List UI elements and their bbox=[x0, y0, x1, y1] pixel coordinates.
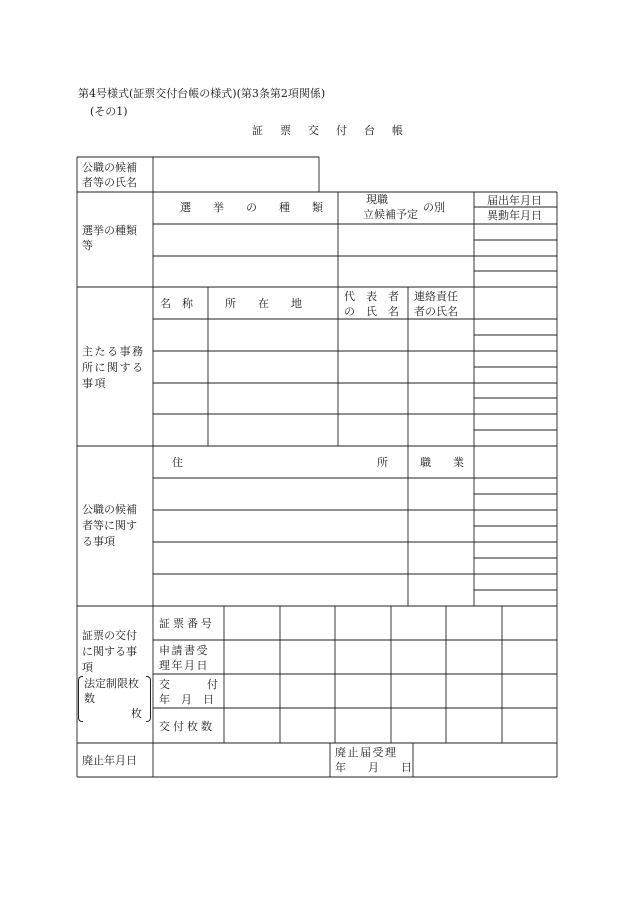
candidate-name-label-line2: 者等の氏名 bbox=[82, 176, 137, 189]
certificate-label-line3: 項 bbox=[82, 661, 93, 674]
col-change-date: 異動年月日 bbox=[487, 209, 542, 222]
row-issue-date-right: 付 bbox=[207, 678, 218, 691]
row-issue-date-left: 交 bbox=[159, 678, 170, 691]
limit-right-bracket bbox=[146, 676, 151, 722]
candidate-label-line2: 者等に関す bbox=[82, 519, 137, 532]
col-representative-line2: の 氏 名 bbox=[344, 305, 399, 318]
row-issue-date-line2: 年 月 日 bbox=[159, 693, 214, 706]
col-status-line1: 現職 bbox=[366, 193, 388, 206]
legal-limit-label-unit: 枚 bbox=[131, 707, 142, 720]
form-title: 第4号様式(証票交付台帳の様式)(第3条第2項関係) bbox=[78, 87, 326, 100]
col-occupation: 職 業 bbox=[420, 456, 464, 469]
candidate-label-line1: 公職の候補 bbox=[82, 503, 137, 516]
certificate-label-line1: 証票の交付 bbox=[82, 629, 137, 642]
col-address-right: 所 bbox=[377, 456, 388, 469]
col-status-suffix: の別 bbox=[423, 201, 445, 214]
abolition-notice-label-line1: 廃止届受理 bbox=[335, 746, 398, 759]
row-certificate-number: 証票番号 bbox=[159, 617, 215, 630]
candidate-name-label-line1: 公職の候補 bbox=[82, 161, 137, 174]
row-application-date-line2: 理年月日 bbox=[159, 659, 209, 672]
ledger-title: 証 票 交 付 台 帳 bbox=[252, 124, 406, 137]
office-label-line1: 主たる事務 bbox=[82, 345, 145, 358]
election-label-line2: 等 bbox=[82, 239, 93, 252]
col-notification-date: 届出年月日 bbox=[487, 194, 542, 207]
abolition-notice-label-line2: 年 月 日 bbox=[335, 761, 412, 774]
col-address-left: 住 bbox=[172, 456, 183, 469]
col-election-type: 選 挙 の 種 類 bbox=[180, 201, 323, 214]
col-office-name: 名 称 bbox=[160, 297, 193, 310]
col-office-location: 所 在 地 bbox=[225, 297, 302, 310]
row-application-date-line1: 申請書受 bbox=[159, 644, 209, 657]
limit-left-bracket bbox=[78, 676, 83, 722]
col-contact-line1: 連絡責任 bbox=[414, 290, 458, 303]
legal-limit-label-line1: 法定制限枚 bbox=[84, 677, 139, 690]
abolition-date-label: 廃止年月日 bbox=[82, 754, 137, 767]
candidate-label-line3: る事項 bbox=[82, 535, 115, 548]
office-label-line3: 事項 bbox=[82, 377, 107, 390]
office-label-line2: 所に関する bbox=[82, 361, 145, 374]
col-contact-line2: 者の氏名 bbox=[414, 305, 458, 318]
election-label-line1: 選挙の種類 bbox=[82, 224, 137, 237]
sub-number: (その1) bbox=[90, 105, 128, 118]
col-status-line2: 立候補予定 bbox=[363, 208, 418, 221]
legal-limit-label-line2: 数 bbox=[84, 692, 95, 705]
row-issued-count: 交付枚数 bbox=[159, 720, 215, 733]
certificate-label-line2: に関する事 bbox=[82, 645, 137, 658]
col-representative-line1: 代 表 者 bbox=[344, 290, 399, 303]
